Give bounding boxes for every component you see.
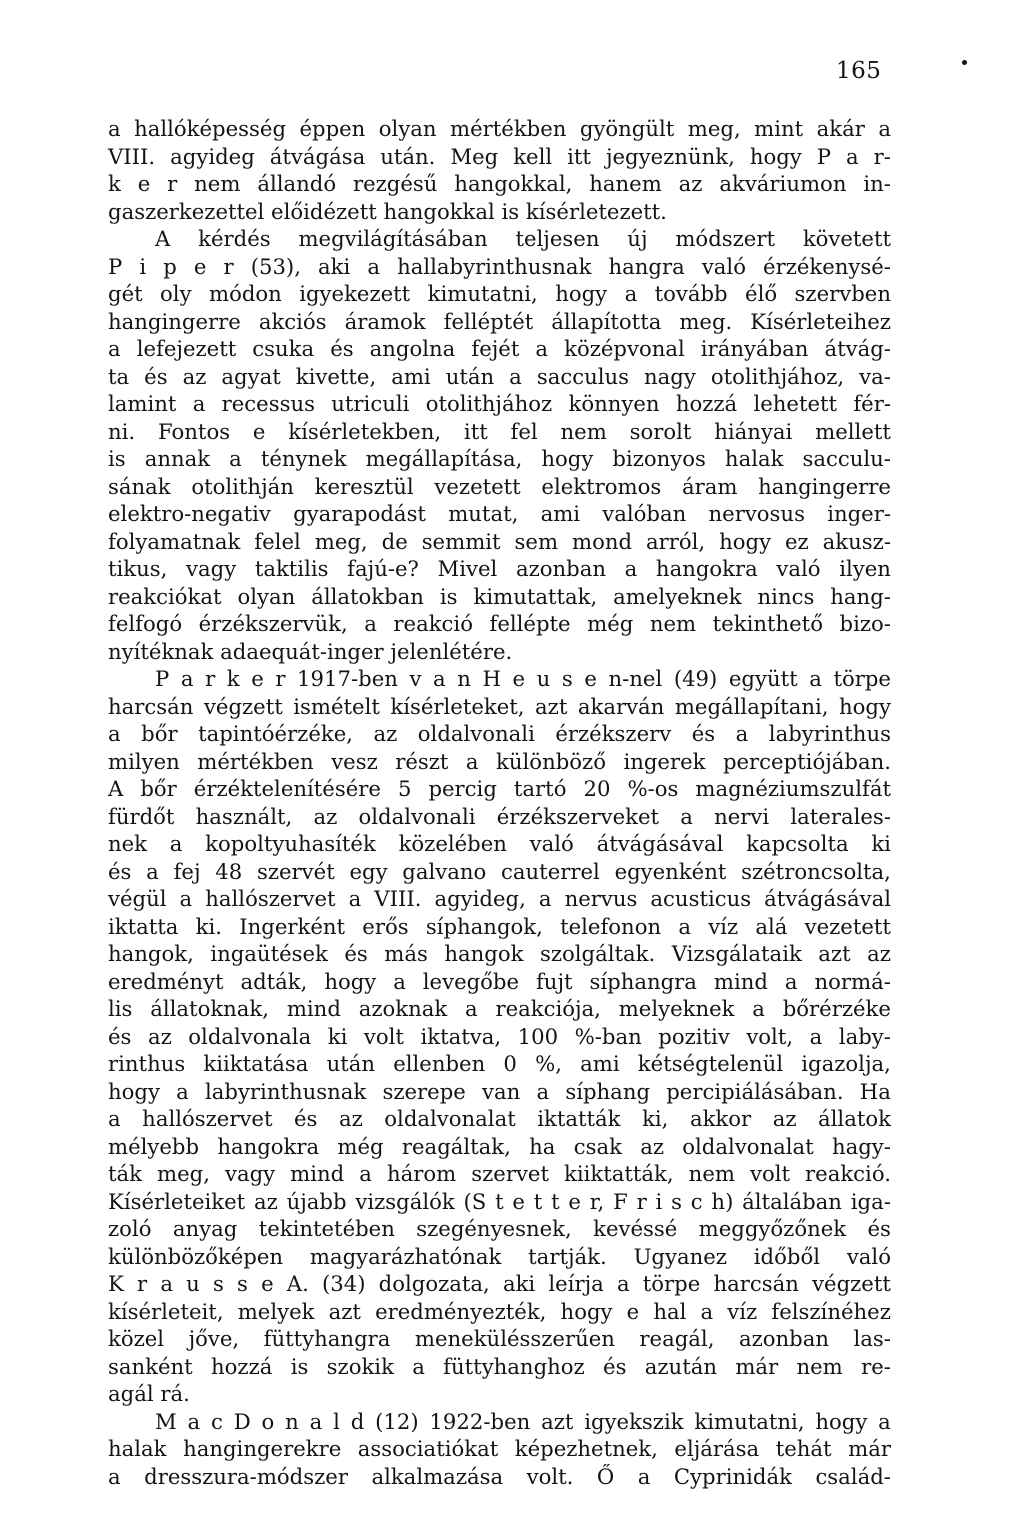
text-line: a lefejezett csuka és angolna fejét a középvonal irányában átvág- <box>108 336 891 361</box>
text-line: gaszerkezettel előidézett hangokkal is kísérletezett. <box>108 198 667 224</box>
text-line: felfogó érzékszervük, a reakció fellépte még nem tekinthető bizo- <box>108 611 891 636</box>
text-line: a bőr tapintóérzéke, az oldalvonali érzékszerv és a labyrinthus <box>108 721 891 746</box>
text-line: hangingerre akciós áramok felléptét állapította meg. Kísérleteihez <box>108 308 891 334</box>
text-line: reakciókat olyan állatokban is kimutattak, amelyeknek nincs hang- <box>108 583 891 609</box>
body-text <box>108 115 891 1490</box>
text-line: sának otolithján keresztül vezetett elektromos áram hangingerre <box>108 473 891 499</box>
text-line: Kísérleteiket az újabb vizsgálók (S t e t t e r, F r i s c h) általában iga- <box>108 1188 891 1214</box>
text-line: zoló anyag tekintetében szegényesnek, kevéssé meggyőzőnek és <box>108 1216 891 1241</box>
text-line: nyítéknak adaequát-inger jelenlétére. <box>108 638 513 664</box>
text-line: K r a u s s e A. (34) dolgozata, aki leírja a törpe harcsán végzett <box>108 1271 891 1296</box>
text-line: folyamatnak felel meg, de semmit sem mond arról, hogy ez akusz- <box>108 528 891 554</box>
text-line: eredményt adták, hogy a levegőbe fujt síphangra mind a normá- <box>108 968 891 994</box>
text-line: M a c D o n a l d (12) 1922-ben azt igyekszik kimutatni, hogy a <box>155 1408 891 1434</box>
text-line: hangok, ingaütések és más hangok szolgáltak. Vizsgálataik azt az <box>108 941 891 966</box>
text-line: lis állatoknak, mind azoknak a reakciója, melyeknek a bőrérzéke <box>108 996 891 1021</box>
text-line: VIII. agyideg átvágása után. Meg kell itt jegyeznünk, hogy P a r- <box>108 143 891 169</box>
text-line: harcsán végzett ismételt kísérleteket, azt akarván megállapítani, hogy <box>108 693 891 719</box>
text-line: A bőr érzéktelenítésére 5 percig tartó 20 %-os magnéziumszulfát <box>108 776 891 801</box>
text-line: fürdőt használt, az oldalvonali érzékszerveket a nervi laterales- <box>108 803 891 829</box>
text-line: hogy a labyrinthusnak szerepe van a síphang percipiálásában. Ha <box>108 1078 891 1104</box>
text-line: P a r k e r 1917-ben v a n H e u s e n-nel (49) együtt a törpe <box>155 666 891 691</box>
text-line: sanként hozzá is szokik a füttyhanghoz és azután már nem re- <box>108 1353 891 1379</box>
text-line: elektro-negativ gyarapodást mutat, ami valóban nervosus inger- <box>108 501 891 526</box>
text-line: ni. Fontos e kísérletekben, itt fel nem sorolt hiányai mellett <box>108 418 891 444</box>
text-line: közel jőve, füttyhangra menekülésszerűen reagál, azonban las- <box>108 1326 891 1351</box>
text-line: iktatta ki. Ingerként erős síphangok, telefonon a víz alá vezetett <box>108 913 891 939</box>
text-line: halak hangingerekre associatiókat képezhetnek, eljárása tehát már <box>108 1436 891 1461</box>
text-line: végül a hallószervet a VIII. agyideg, a nervus acusticus átvágásával <box>108 886 891 911</box>
text-line: A kérdés megvilágításában teljesen új módszert követett <box>155 226 891 251</box>
text-line: rinthus kiiktatása után ellenben 0 %, ami kétségtelenül igazolja, <box>108 1051 891 1076</box>
print-speck <box>962 60 967 65</box>
text-line: a hallószervet és az oldalvonalat iktatták ki, akkor az állatok <box>108 1106 891 1131</box>
text-line: lamint a recessus utriculi otolithjához könnyen hozzá lehetett fér- <box>108 391 891 416</box>
text-line: tikus, vagy taktilis fajú-e? Mivel azonban a hangokra való ilyen <box>108 556 891 581</box>
text-line: is annak a ténynek megállapítása, hogy bizonyos halak sacculu- <box>108 446 891 471</box>
text-line: milyen mértékben vesz részt a különböző ingerek perceptiójában. <box>108 748 891 774</box>
text-line: P i p e r (53), aki a hallabyrinthusnak hangra való érzékenysé- <box>108 253 891 279</box>
text-line: kísérleteit, melyek azt eredményezték, hogy e hal a víz felszínéhez <box>108 1298 891 1324</box>
text-line: és a fej 48 szervét egy galvano cauterrel egyenként szétroncsolta, <box>108 858 891 884</box>
text-line: ta és az agyat kivette, ami után a sacculus nagy otolithjához, va- <box>108 363 891 389</box>
text-line: mélyebb hangokra még reagáltak, ha csak az oldalvonalat hagy- <box>108 1133 891 1159</box>
text-line: a hallóképesség éppen olyan mértékben gyöngült meg, mint akár a <box>108 116 891 141</box>
text-line: ták meg, vagy mind a három szervet kiiktatták, nem volt reakció. <box>108 1161 891 1186</box>
text-line: k e r nem állandó rezgésű hangokkal, hanem az akváriumon in- <box>108 171 891 196</box>
text-line: agál rá. <box>108 1381 190 1406</box>
page-number: 165 <box>836 58 882 84</box>
text-line: a dresszura-módszer alkalmazása volt. Ő a Cyprinidák család- <box>108 1463 891 1489</box>
text-line: gét oly módon igyekezett kimutatni, hogy a tovább élő szervben <box>108 281 891 306</box>
text-line: és az oldalvonala ki volt iktatva, 100 %-ban pozitiv volt, a laby- <box>108 1023 891 1049</box>
text-line: nek a kopoltyuhasíték közelében való átvágásával kapcsolta ki <box>108 831 891 856</box>
text-line: különbözőképen magyarázhatónak tartják. Ugyanez időből való <box>108 1243 891 1269</box>
